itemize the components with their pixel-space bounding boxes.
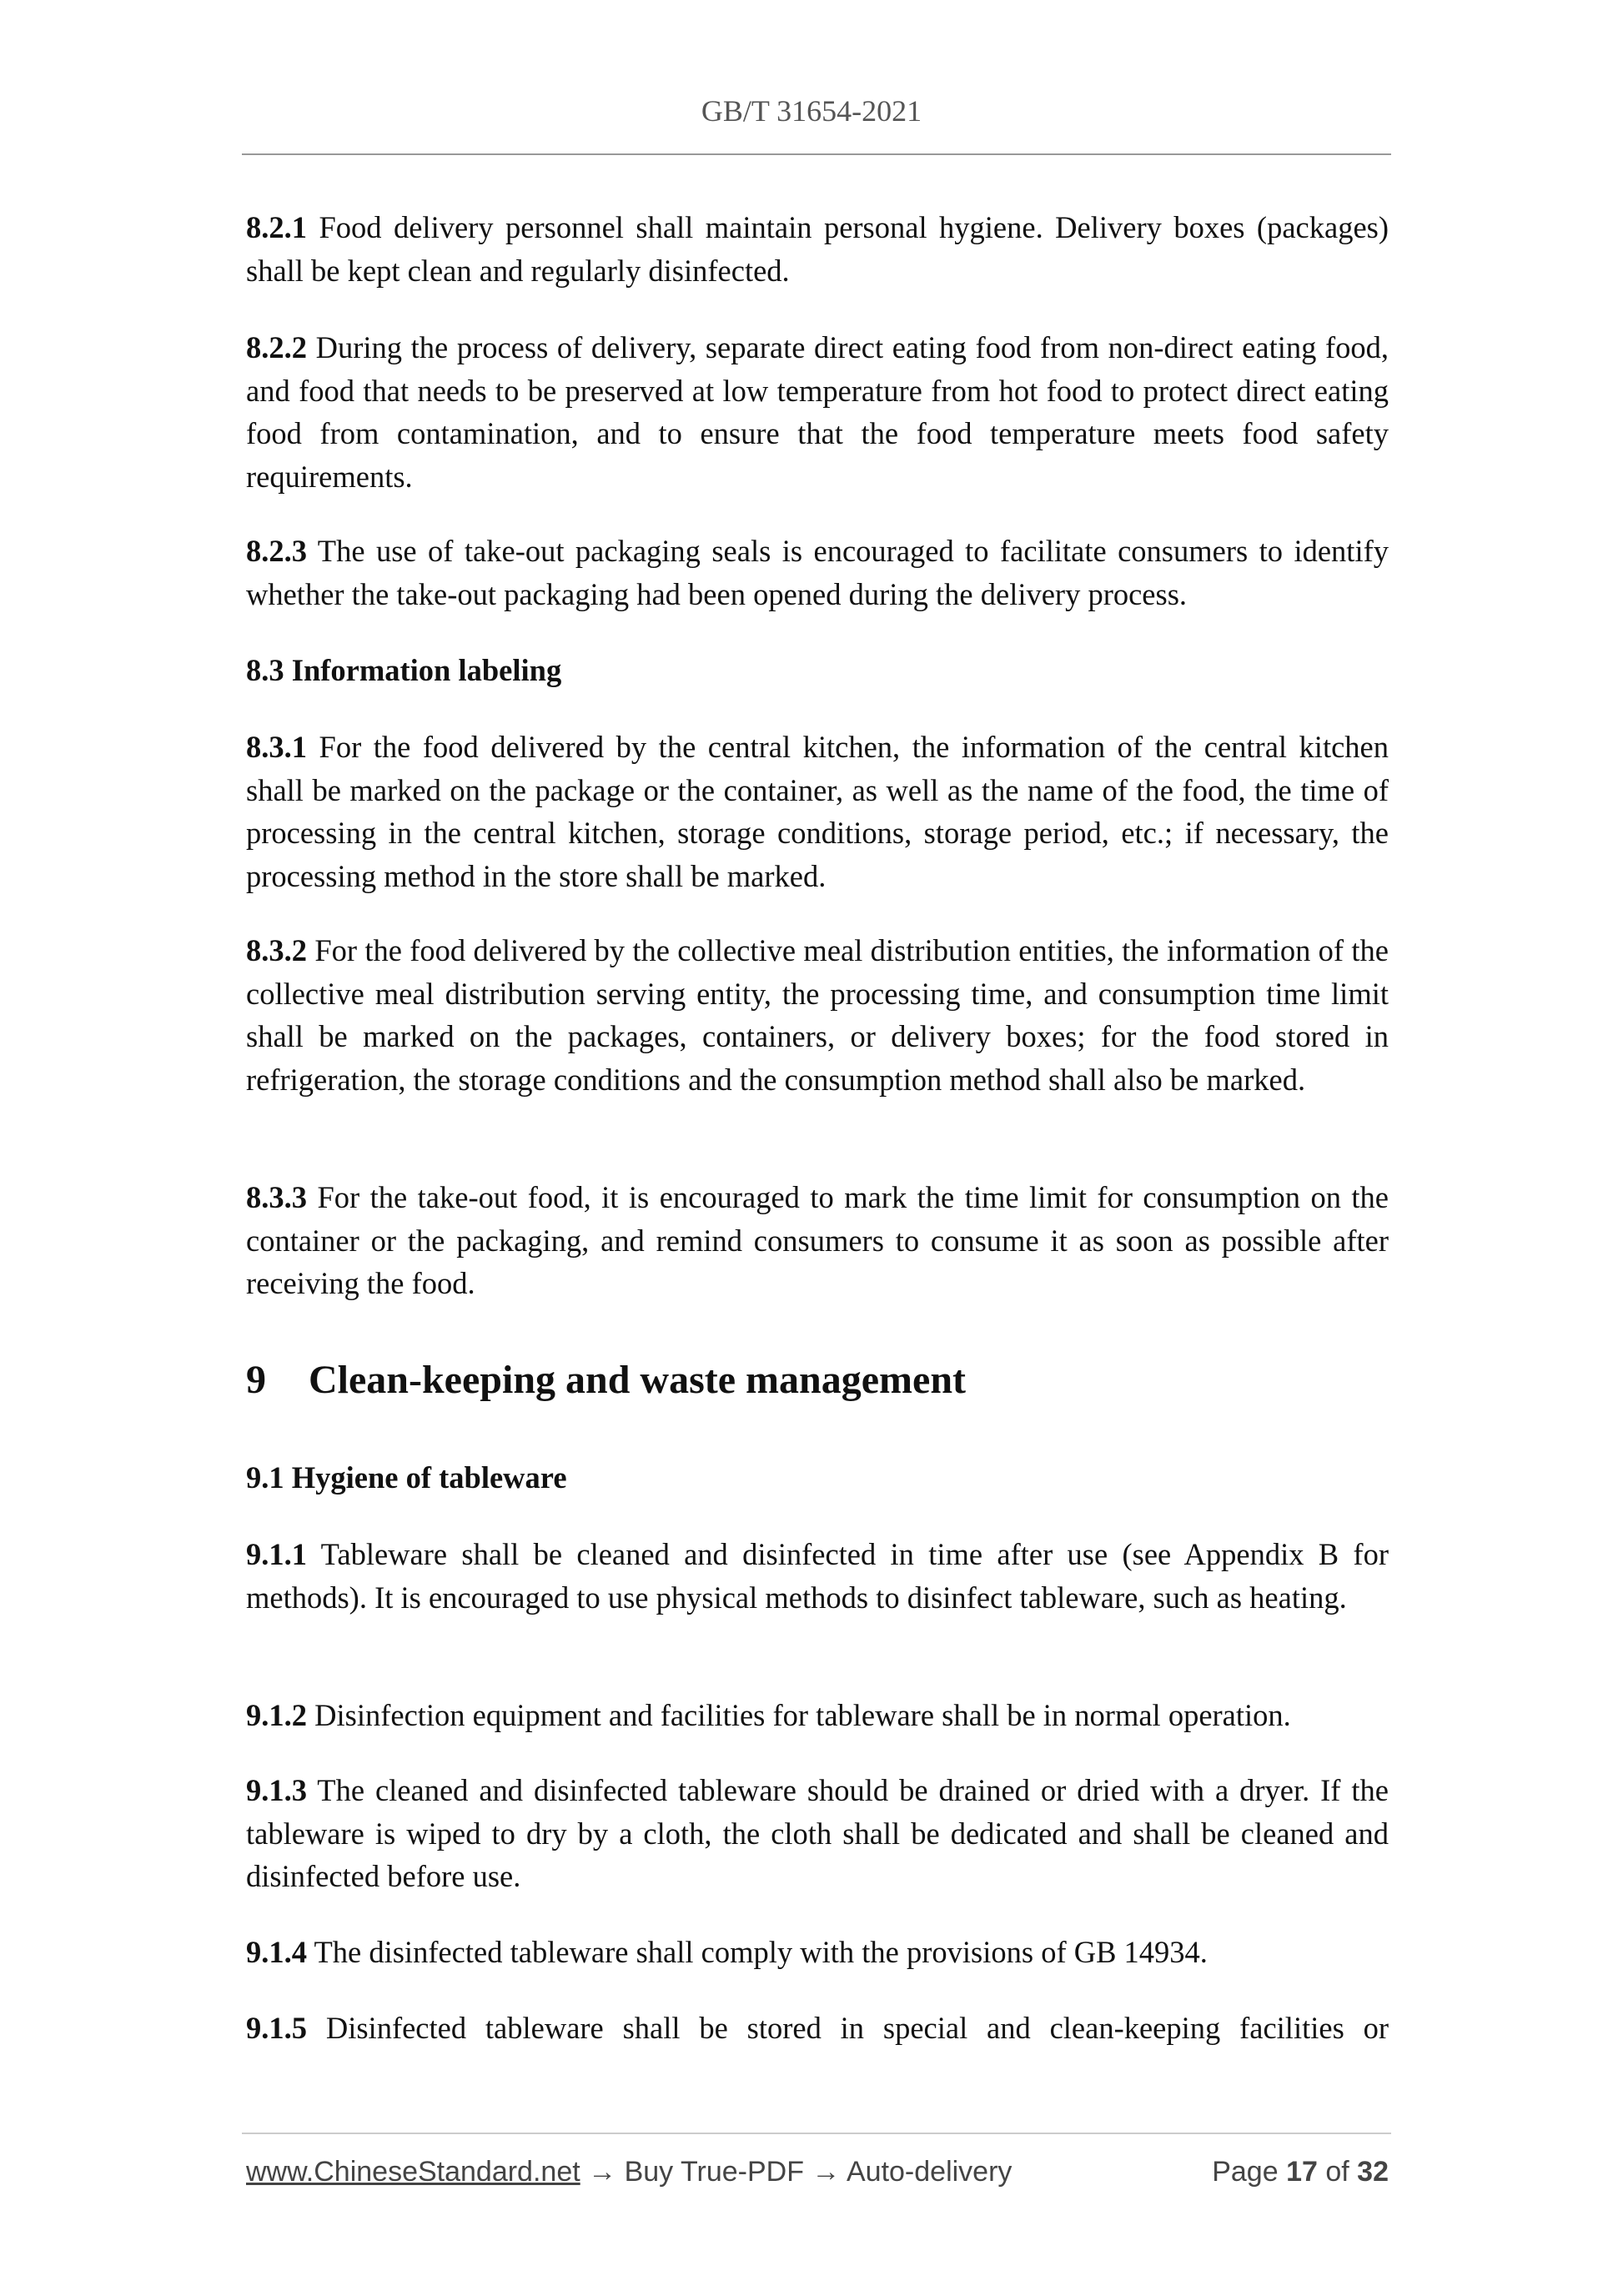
footer-rule [242,2133,1391,2134]
clause-8-2-2: 8.2.2 During the process of delivery, separate direct eating food from non-direct eating food, and food that needs to be preserved at low temperature from hot food to protect direct eating food from contamination, and to ensure that the food temperature meets food safety requirements. [246,330,1389,494]
clause-8-3-2: 8.3.2 For the food delivered by the collective meal distribution entities, the information of the collective meal distribution serving entity, the processing time, and consumption time limit shall be marked on the packages, containers, or delivery boxes; for the food stored in refrigeration, the storage conditions and the consumption method shall also be marked. [246,933,1389,1097]
page-number: Page 17 of 32 [1212,2156,1389,2188]
page-footer [246,2156,1389,2188]
heading-9: 9 Clean-keeping and waste management [246,1358,966,1402]
header-rule [242,153,1391,155]
clause-8-3-3: 8.3.3 For the take-out food, it is encouraged to mark the time limit for consumption on the container or the packaging, and remind consumers to consume it as soon as possible after receiving the food. [246,1180,1389,1300]
clause-9-1-1: 9.1.1 Tableware shall be cleaned and disinfected in time after use (see Appendix B for methods). It is encouraged to use physical methods to disinfect tableware, such as heating. [246,1537,1389,1615]
running-header: GB/T 31654-2021 [701,94,922,128]
footer-tagline: → Buy True-PDF → Auto-delivery [580,2156,1012,2188]
heading-9-1: 9.1 Hygiene of tableware [246,1460,567,1495]
clause-8-3-1: 8.3.1 For the food delivered by the central kitchen, the information of the central kitchen shall be marked on the package or the container, as well as the name of the food, the time of processing in the central kitchen, storage conditions, storage period, etc.; if necessary, the processing method in the store shall be marked. [246,730,1389,893]
clause-9-1-4: 9.1.4 The disinfected tableware shall comply with the provisions of GB 14934. [246,1935,1208,1969]
website-link[interactable]: www.ChineseStandard.net [246,2156,580,2188]
clause-8-2-1: 8.2.1 Food delivery personnel shall maintain personal hygiene. Delivery boxes (packages) shall be kept clean and regularly disinfected. [246,210,1389,288]
clause-9-1-5: 9.1.5 Disinfected tableware shall be stored in special and clean-keeping facilities or [246,2011,1389,2045]
heading-8-3: 8.3 Information labeling [246,653,562,687]
clause-8-2-3: 8.2.3 The use of take-out packaging seals is encouraged to facilitate consumers to identify whether the take-out packaging had been opened during the delivery process. [246,534,1389,611]
clause-9-1-2: 9.1.2 Disinfection equipment and facilities for tableware shall be in normal operation. [246,1698,1291,1732]
clause-9-1-3: 9.1.3 The cleaned and disinfected tableware should be drained or dried with a dryer. If the tableware is wiped to dry by a cloth, the cloth shall be dedicated and shall be cleaned and disinfected before use. [246,1773,1389,1893]
